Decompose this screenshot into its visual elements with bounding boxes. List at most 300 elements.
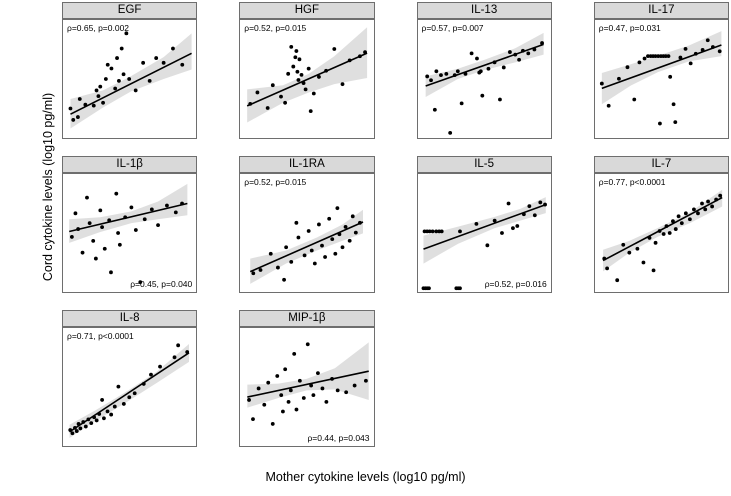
data-point: [500, 231, 504, 235]
data-point: [664, 224, 668, 228]
x-tick-mark: [284, 446, 285, 447]
y-tick-mark: [239, 182, 240, 183]
data-point: [100, 225, 104, 229]
data-point: [92, 415, 96, 419]
data-point: [84, 425, 88, 429]
x-tick-mark: [185, 446, 186, 447]
data-point: [312, 92, 316, 96]
data-point: [174, 210, 178, 214]
data-point: [657, 229, 661, 233]
data-point: [92, 104, 96, 108]
y-tick-mark: [594, 260, 595, 261]
data-point: [296, 70, 300, 74]
y-tick-mark: [239, 222, 240, 223]
x-tick-mark: [671, 138, 672, 139]
data-point: [320, 244, 324, 248]
data-point: [91, 239, 95, 243]
data-point: [78, 97, 82, 101]
y-tick-mark: [594, 235, 595, 236]
x-tick-mark: [153, 292, 154, 293]
data-point: [156, 223, 160, 227]
correlation-annotation: ρ=0.44, p=0.043: [307, 433, 370, 443]
data-point: [85, 196, 89, 200]
y-tick-mark: [594, 186, 595, 187]
confidence-band: [70, 344, 189, 438]
data-point: [316, 371, 320, 375]
regression-line: [70, 53, 191, 114]
data-point: [284, 367, 288, 371]
data-point: [527, 204, 531, 208]
data-point: [300, 73, 304, 77]
data-point: [651, 268, 655, 272]
y-tick-mark: [417, 27, 418, 28]
y-tick-mark: [62, 59, 63, 60]
plot-canvas: [240, 328, 373, 446]
data-point: [294, 55, 298, 59]
x-tick-mark: [117, 292, 118, 293]
x-tick-mark: [340, 446, 341, 447]
data-point: [540, 41, 544, 45]
data-point: [287, 72, 291, 76]
scatter-panel: [22, 2, 199, 156]
data-point: [282, 278, 286, 282]
plot-canvas: [63, 20, 196, 138]
data-point: [94, 257, 98, 261]
y-tick-mark: [62, 36, 63, 37]
data-point: [297, 236, 301, 240]
data-point: [298, 57, 302, 61]
data-point: [100, 398, 104, 402]
data-point: [358, 54, 362, 58]
data-point: [103, 247, 107, 251]
data-point: [165, 204, 169, 208]
data-point: [306, 342, 310, 346]
data-point: [432, 108, 436, 112]
data-point: [77, 422, 81, 426]
data-point: [485, 243, 489, 247]
regression-line: [423, 205, 545, 250]
panel-title: IL-13: [417, 2, 552, 19]
data-point: [263, 403, 267, 407]
data-point: [515, 224, 519, 228]
data-point: [692, 208, 696, 212]
x-tick-mark: [144, 138, 145, 139]
data-point: [309, 109, 313, 113]
data-point: [635, 247, 639, 251]
data-point: [517, 58, 521, 62]
data-point: [307, 67, 311, 71]
data-point: [143, 217, 147, 221]
data-point: [711, 45, 715, 49]
data-point: [280, 393, 284, 397]
x-axis-label: Mother cytokine levels (log10 pg/ml): [265, 470, 466, 484]
data-point: [313, 262, 317, 266]
data-point: [107, 218, 111, 222]
data-point: [429, 78, 433, 82]
data-point: [348, 239, 352, 243]
y-tick-mark: [239, 351, 240, 352]
data-point: [256, 91, 260, 95]
data-point: [68, 428, 72, 432]
scatter-panel: [22, 310, 199, 464]
data-point: [455, 69, 459, 73]
data-point: [458, 286, 462, 290]
data-point: [118, 243, 122, 247]
data-point: [312, 393, 316, 397]
data-point: [292, 65, 296, 69]
data-point: [304, 87, 308, 91]
data-point: [317, 223, 321, 227]
x-tick-mark: [518, 138, 519, 139]
data-point: [323, 255, 327, 259]
data-point: [271, 422, 275, 426]
data-point: [133, 391, 137, 395]
x-tick-mark: [312, 446, 313, 447]
y-tick-mark: [62, 284, 63, 285]
data-point: [257, 387, 261, 391]
plot-canvas: [595, 174, 728, 292]
data-point: [647, 236, 651, 240]
data-point: [109, 413, 113, 417]
correlation-annotation: ρ=0.71, p<0.0001: [67, 331, 134, 341]
y-tick-mark: [62, 83, 63, 84]
data-point: [98, 208, 102, 212]
data-point: [642, 57, 646, 61]
data-point: [283, 101, 287, 105]
regression-line: [603, 198, 722, 261]
data-point: [81, 420, 85, 424]
data-point: [330, 377, 334, 381]
confidence-band: [247, 27, 367, 122]
data-point: [116, 231, 120, 235]
data-point: [532, 213, 536, 217]
scatter-panel: [554, 156, 731, 310]
data-point: [295, 408, 299, 412]
confidence-band: [603, 190, 722, 272]
panel-title: EGF: [62, 2, 197, 19]
data-point: [348, 58, 352, 62]
data-point: [104, 77, 108, 81]
panel-title: IL-8: [62, 310, 197, 327]
data-point: [150, 208, 154, 212]
y-tick-mark: [62, 107, 63, 108]
panel-title: IL-7: [594, 156, 729, 173]
data-point: [127, 77, 131, 81]
data-point: [142, 382, 146, 386]
scatter-panel: [377, 156, 554, 310]
x-tick-mark: [637, 138, 638, 139]
data-point: [148, 79, 152, 83]
data-point: [526, 51, 530, 55]
plot-canvas: [595, 20, 728, 138]
data-point: [658, 122, 662, 126]
data-point: [331, 237, 335, 241]
data-point: [122, 72, 126, 76]
data-point: [73, 426, 77, 430]
y-tick-mark: [417, 192, 418, 193]
confidence-band: [602, 31, 722, 104]
regression-line: [251, 222, 364, 272]
x-tick-mark: [82, 292, 83, 293]
data-point: [344, 225, 348, 229]
y-tick-mark: [417, 246, 418, 247]
plot-canvas: [418, 174, 551, 292]
data-point: [696, 211, 700, 215]
x-tick-mark: [641, 292, 642, 293]
data-point: [344, 390, 348, 394]
data-point: [95, 89, 99, 93]
correlation-annotation: ρ=0.77, p<0.0001: [598, 177, 666, 187]
data-point: [252, 271, 256, 275]
data-point: [621, 243, 625, 247]
x-tick-mark: [603, 138, 604, 139]
x-tick-mark: [76, 446, 77, 447]
data-point: [444, 72, 448, 76]
correlation-annotation: ρ=0.47, p=0.031: [598, 23, 661, 33]
data-point: [106, 409, 110, 413]
data-point: [439, 229, 443, 233]
y-tick-mark: [594, 101, 595, 102]
scatter-panel: [199, 310, 376, 464]
y-tick-mark: [239, 71, 240, 72]
data-point: [302, 81, 306, 85]
data-point: [430, 229, 434, 233]
y-tick-mark: [62, 225, 63, 226]
data-point: [293, 352, 297, 356]
y-tick-mark: [594, 53, 595, 54]
data-point: [76, 227, 80, 231]
panel-grid: [22, 2, 731, 464]
data-point: [459, 101, 463, 105]
data-point: [149, 373, 153, 377]
data-point: [86, 417, 90, 421]
y-tick-mark: [417, 79, 418, 80]
data-point: [666, 54, 670, 58]
data-point: [287, 400, 291, 404]
x-tick-mark: [149, 446, 150, 447]
data-point: [180, 63, 184, 67]
data-point: [251, 417, 255, 421]
data-point: [334, 252, 338, 256]
data-point: [141, 61, 145, 65]
data-point: [123, 215, 127, 219]
plot-area: [417, 19, 552, 139]
data-point: [354, 231, 358, 235]
data-point: [290, 260, 294, 264]
plot-canvas: [418, 20, 551, 138]
x-tick-mark: [191, 138, 192, 139]
data-point: [249, 102, 253, 106]
data-point: [673, 120, 677, 124]
data-point: [684, 211, 688, 215]
data-point: [710, 205, 714, 209]
data-point: [113, 87, 117, 91]
data-point: [602, 257, 606, 261]
plot-area: [594, 19, 729, 139]
data-point: [661, 232, 665, 236]
data-point: [680, 221, 684, 225]
plot-area: [62, 173, 197, 293]
data-point: [486, 67, 490, 71]
x-tick-mark: [721, 292, 722, 293]
x-tick-mark: [681, 292, 682, 293]
data-point: [127, 395, 131, 399]
confidence-band: [69, 184, 187, 243]
panel-title: MIP-1β: [239, 310, 374, 327]
data-point: [110, 67, 114, 71]
data-point: [185, 350, 189, 354]
data-point: [69, 107, 73, 111]
data-point: [120, 47, 124, 51]
data-point: [632, 98, 636, 102]
plot-area: [239, 173, 374, 293]
data-point: [627, 251, 631, 255]
data-point: [98, 85, 102, 89]
data-point: [298, 379, 302, 383]
data-point: [511, 226, 515, 230]
data-point: [538, 201, 542, 205]
data-point: [671, 102, 675, 106]
x-tick-mark: [98, 138, 99, 139]
plot-area: [62, 327, 197, 447]
data-point: [113, 405, 117, 409]
data-point: [307, 229, 311, 233]
y-tick-mark: [62, 382, 63, 383]
data-point: [247, 398, 251, 402]
data-point: [501, 66, 505, 70]
data-point: [297, 78, 301, 82]
data-point: [700, 48, 704, 52]
data-point: [302, 396, 306, 400]
data-point: [637, 60, 641, 64]
data-point: [358, 221, 362, 225]
data-point: [600, 82, 604, 86]
x-tick-mark: [242, 138, 243, 139]
data-point: [448, 131, 452, 135]
y-tick-mark: [239, 133, 240, 134]
data-point: [295, 49, 299, 53]
plot-area: [239, 19, 374, 139]
data-point: [532, 48, 536, 52]
data-point: [513, 53, 517, 57]
regression-line: [425, 44, 543, 86]
scatter-panel: [554, 2, 731, 156]
y-tick-mark: [62, 131, 63, 132]
data-point: [333, 47, 337, 51]
data-point: [74, 211, 78, 215]
data-point: [605, 267, 609, 271]
scatter-panel: [199, 2, 376, 156]
data-point: [706, 200, 710, 204]
data-point: [336, 206, 340, 210]
y-tick-mark: [239, 40, 240, 41]
y-tick-mark: [62, 355, 63, 356]
data-point: [95, 419, 99, 423]
data-point: [452, 73, 456, 77]
data-point: [668, 75, 672, 79]
data-point: [171, 47, 175, 51]
data-point: [158, 365, 162, 369]
y-tick-mark: [62, 409, 63, 410]
data-point: [134, 89, 138, 93]
y-tick-mark: [239, 428, 240, 429]
y-tick-mark: [594, 211, 595, 212]
correlation-annotation: ρ=0.52, p=0.015: [244, 23, 307, 33]
x-tick-mark: [283, 138, 284, 139]
data-point: [706, 38, 710, 42]
data-point: [81, 251, 85, 255]
data-point: [284, 245, 288, 249]
data-point: [76, 115, 80, 119]
x-tick-mark: [188, 292, 189, 293]
data-point: [625, 65, 629, 69]
y-tick-mark: [417, 104, 418, 105]
x-tick-mark: [441, 138, 442, 139]
panel-title: HGF: [239, 2, 374, 19]
data-point: [295, 221, 299, 225]
y-tick-mark: [239, 263, 240, 264]
y-axis-label: Cord cytokine levels (log10 pg/ml): [41, 92, 55, 282]
data-point: [668, 231, 672, 235]
data-point: [279, 95, 283, 99]
data-point: [173, 355, 177, 359]
data-point: [116, 385, 120, 389]
data-point: [321, 387, 325, 391]
y-tick-mark: [594, 285, 595, 286]
data-point: [290, 45, 294, 49]
data-point: [492, 60, 496, 64]
data-point: [88, 221, 92, 225]
correlation-annotation: ρ=0.45, p=0.040: [130, 279, 193, 289]
data-point: [434, 69, 438, 73]
data-point: [97, 412, 101, 416]
data-point: [718, 194, 722, 198]
data-point: [324, 69, 328, 73]
plot-canvas: [240, 174, 373, 292]
data-point: [336, 388, 340, 392]
data-point: [543, 203, 547, 207]
x-tick-mark: [365, 138, 366, 139]
data-point: [109, 270, 113, 274]
data-point: [106, 63, 110, 67]
data-point: [678, 56, 682, 60]
data-point: [266, 106, 270, 110]
y-tick-mark: [417, 273, 418, 274]
data-point: [521, 49, 525, 53]
data-point: [78, 427, 82, 431]
data-point: [474, 222, 478, 226]
data-point: [269, 252, 273, 256]
data-point: [325, 400, 329, 404]
data-point: [97, 94, 101, 98]
data-point: [310, 249, 314, 253]
y-tick-mark: [62, 195, 63, 196]
data-point: [341, 82, 345, 86]
x-tick-mark: [324, 138, 325, 139]
data-point: [162, 61, 166, 65]
correlation-annotation: ρ=0.52, p=0.015: [244, 177, 307, 187]
data-point: [341, 245, 345, 249]
plot-canvas: [240, 20, 373, 138]
scatter-panel: [377, 2, 554, 156]
data-point: [689, 61, 693, 65]
data-point: [276, 374, 280, 378]
x-tick-mark: [457, 292, 458, 293]
data-point: [498, 98, 502, 102]
data-point: [463, 72, 467, 76]
data-point: [129, 206, 133, 210]
x-tick-mark: [286, 292, 287, 293]
